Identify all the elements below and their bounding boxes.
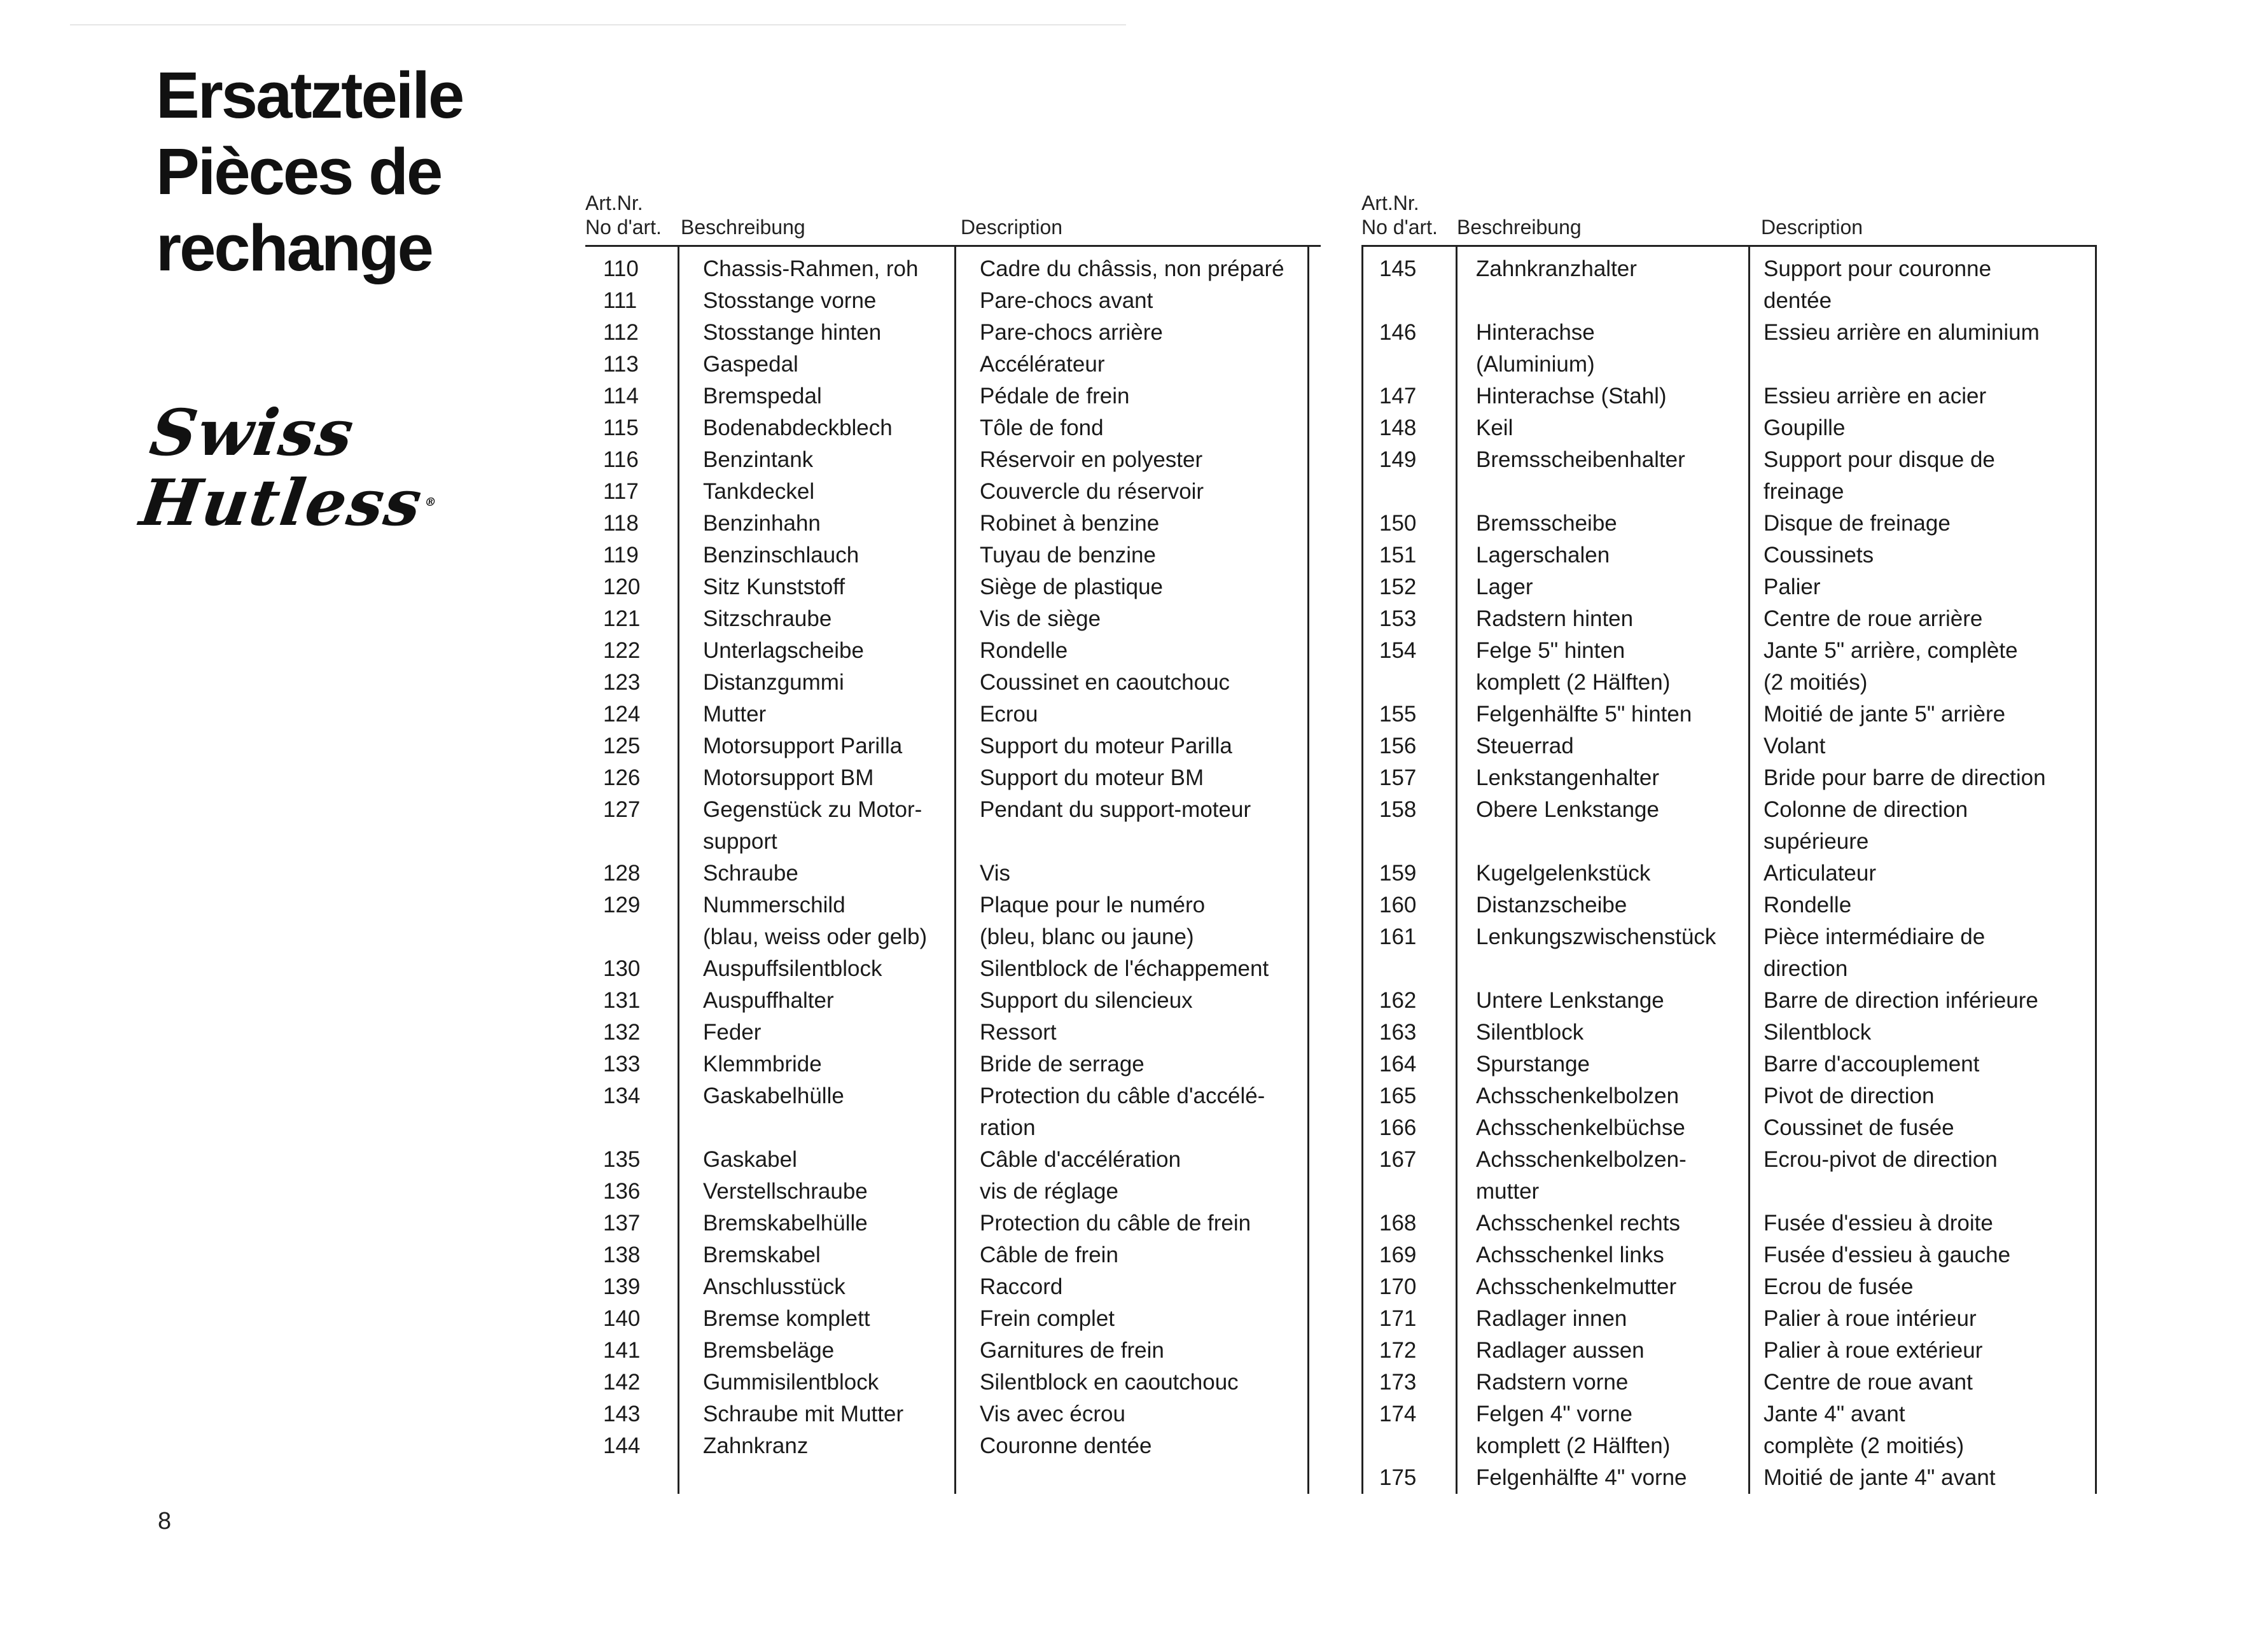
table-row <box>585 603 1321 635</box>
description-fr: Jante 4" avant complète (2 moitiés) <box>1764 1402 1965 1458</box>
description-fr: Pièce intermédiaire de direction <box>1764 924 1986 981</box>
description-fr: Robinet à benzine <box>980 511 1160 536</box>
table-row <box>585 1367 1321 1398</box>
table-row <box>1361 1144 2097 1208</box>
table-row <box>585 253 1321 285</box>
table-row <box>1361 1048 2097 1080</box>
part-number: 123 <box>603 670 641 695</box>
description-de: Verstellschraube <box>703 1179 868 1204</box>
description-fr: Moitié de jante 4" avant <box>1764 1465 1996 1490</box>
description-de: Motorsupport BM <box>703 765 874 790</box>
part-number: 140 <box>603 1306 641 1331</box>
part-number: 122 <box>603 638 641 663</box>
table-row <box>585 412 1321 444</box>
description-fr: Palier à roue intérieur <box>1764 1306 1977 1331</box>
table-row <box>1361 794 2097 858</box>
description-de: Schraube mit Mutter <box>703 1402 904 1426</box>
table-row <box>585 285 1321 317</box>
part-number: 118 <box>603 511 639 536</box>
table-row <box>1361 1208 2097 1239</box>
table-row <box>1361 1080 2097 1112</box>
title-line-3: rechange <box>156 211 432 284</box>
part-number: 173 <box>1379 1370 1417 1395</box>
table-row <box>1361 1303 2097 1335</box>
table-row <box>1361 889 2097 921</box>
description-de: Bremsbeläge <box>703 1338 835 1363</box>
description-fr: Protection du câble d'accélé- ration <box>980 1083 1265 1140</box>
description-de: Distanzgummi <box>703 670 844 695</box>
header-num <box>585 191 662 239</box>
part-number: 171 <box>1379 1306 1417 1331</box>
part-number: 162 <box>1379 988 1417 1013</box>
part-number: 145 <box>1379 256 1417 281</box>
table-body-left <box>585 245 1321 1494</box>
table-row <box>585 1239 1321 1271</box>
table-row <box>1361 508 2097 540</box>
description-de: Gegenstück zu Motor- support <box>703 797 922 854</box>
description-fr: Bride de serrage <box>980 1052 1144 1076</box>
table-row <box>585 1303 1321 1335</box>
table-row <box>1361 1239 2097 1271</box>
description-fr: Ecrou <box>980 702 1038 727</box>
table-row <box>585 1208 1321 1239</box>
table-row <box>1361 1271 2097 1303</box>
description-de: Silentblock <box>1476 1020 1584 1045</box>
part-number: 127 <box>603 797 641 822</box>
description-de: Anschlusstück <box>703 1274 845 1299</box>
logo-line-2 <box>136 465 442 540</box>
description-fr: Ecrou-pivot de direction <box>1764 1147 1998 1172</box>
part-number: 150 <box>1379 511 1417 536</box>
description-fr: Volant <box>1764 734 1826 758</box>
part-number: 166 <box>1379 1115 1417 1140</box>
description-fr: Support du silencieux <box>980 988 1193 1013</box>
table-row <box>585 889 1321 953</box>
description-de: Gaskabel <box>703 1147 797 1172</box>
part-number: 156 <box>1379 734 1417 758</box>
table-row <box>1361 985 2097 1017</box>
description-de: Hinterachse (Stahl) <box>1476 384 1667 408</box>
part-number: 160 <box>1379 893 1417 917</box>
rows-left <box>585 247 1321 1462</box>
description-fr: Coussinet en caoutchouc <box>980 670 1230 695</box>
part-number: 175 <box>1379 1465 1417 1490</box>
table-row <box>585 1430 1321 1462</box>
part-number: 137 <box>603 1211 641 1236</box>
description-de: Kugelgelenkstück <box>1476 861 1651 886</box>
description-de: Untere Lenkstange <box>1476 988 1664 1013</box>
description-fr: Pédale de frein <box>980 384 1130 408</box>
description-de: Achsschenkelbolzen <box>1476 1083 1680 1108</box>
part-number: 141 <box>603 1338 641 1363</box>
table-row <box>1361 858 2097 889</box>
description-de: Stosstange hinten <box>703 320 882 345</box>
part-number: 149 <box>1379 447 1417 472</box>
description-de: Sitzschraube <box>703 606 832 631</box>
part-number: 144 <box>603 1433 641 1458</box>
description-de: Gaspedal <box>703 352 798 377</box>
description-de: Obere Lenkstange <box>1476 797 1659 822</box>
table-row <box>585 1048 1321 1080</box>
part-number: 119 <box>603 543 639 568</box>
description-fr: Support du moteur BM <box>980 765 1204 790</box>
table-row <box>585 1176 1321 1208</box>
description-fr: Goupille <box>1764 415 1846 440</box>
table-row <box>585 571 1321 603</box>
description-de: Felge 5" hinten komplett (2 Hälften) <box>1476 638 1671 695</box>
table-row <box>585 858 1321 889</box>
part-number: 153 <box>1379 606 1417 631</box>
header-de: Beschreibung <box>1457 216 1582 239</box>
part-number: 157 <box>1379 765 1417 790</box>
part-number: 112 <box>603 320 639 345</box>
part-number: 155 <box>1379 702 1417 727</box>
description-fr: Pendant du support-moteur <box>980 797 1251 822</box>
table-row <box>585 476 1321 508</box>
part-number: 110 <box>603 256 639 281</box>
description-de: Benzinschlauch <box>703 543 859 568</box>
description-fr: Ressort <box>980 1020 1057 1045</box>
part-number: 159 <box>1379 861 1417 886</box>
description-de: Zahnkranzhalter <box>1476 256 1637 281</box>
description-de: Unterlagscheibe <box>703 638 864 663</box>
description-fr: Palier à roue extérieur <box>1764 1338 1983 1363</box>
description-de: Radlager innen <box>1476 1306 1627 1331</box>
table-row <box>585 1271 1321 1303</box>
part-number: 139 <box>603 1274 641 1299</box>
part-number: 136 <box>603 1179 641 1204</box>
description-de: Spurstange <box>1476 1052 1590 1076</box>
description-de: Auspuffsilentblock <box>703 956 882 981</box>
description-de: Auspuffhalter <box>703 988 834 1013</box>
description-de: Achsschenkelbüchse <box>1476 1115 1685 1140</box>
table-row <box>585 1335 1321 1367</box>
table-row <box>1361 1017 2097 1048</box>
table-row <box>1361 762 2097 794</box>
part-number: 113 <box>603 352 639 377</box>
part-number: 126 <box>603 765 641 790</box>
page-title <box>156 57 463 286</box>
table-row <box>1361 444 2097 508</box>
description-de: Lager <box>1476 575 1533 599</box>
part-number: 111 <box>603 288 637 313</box>
table-row <box>585 1080 1321 1144</box>
description-fr: Rondelle <box>980 638 1068 663</box>
description-de: Lenkungszwischenstück <box>1476 924 1716 949</box>
top-rule <box>70 24 1126 25</box>
description-fr: Essieu arrière en aluminium <box>1764 320 2040 345</box>
part-number: 120 <box>603 575 641 599</box>
table-row <box>1361 1462 2097 1494</box>
part-number: 147 <box>1379 384 1417 408</box>
description-de: Lagerschalen <box>1476 543 1610 568</box>
description-fr: Vis de siège <box>980 606 1101 631</box>
table-row <box>1361 730 2097 762</box>
title-line-2: Pièces de <box>156 135 442 208</box>
part-number: 170 <box>1379 1274 1417 1299</box>
part-number: 116 <box>603 447 639 472</box>
description-de: Bremsscheibe <box>1476 511 1617 536</box>
part-number: 132 <box>603 1020 641 1045</box>
table-row <box>585 508 1321 540</box>
description-fr: Silentblock <box>1764 1020 1872 1045</box>
description-fr: Vis <box>980 861 1010 886</box>
table-row <box>1361 1335 2097 1367</box>
description-de: Mutter <box>703 702 767 727</box>
header-num <box>1361 191 1438 239</box>
description-de: Steuerrad <box>1476 734 1574 758</box>
table-row <box>1361 603 2097 635</box>
part-number: 133 <box>603 1052 641 1076</box>
header-num-line-1: Art.Nr. <box>1361 192 1419 214</box>
description-fr: Barre d'accouplement <box>1764 1052 1980 1076</box>
table-row <box>1361 1398 2097 1462</box>
description-fr: Couronne dentée <box>980 1433 1152 1458</box>
description-de: Feder <box>703 1020 762 1045</box>
part-number: 152 <box>1379 575 1417 599</box>
description-fr: Cadre du châssis, non préparé <box>980 256 1284 281</box>
description-fr: Centre de roue avant <box>1764 1370 1973 1395</box>
part-number: 151 <box>1379 543 1417 568</box>
description-de: Sitz Kunststoff <box>703 575 845 599</box>
part-number: 154 <box>1379 638 1417 663</box>
table-body-right <box>1361 245 2097 1494</box>
description-de: Felgen 4" vorne komplett (2 Hälften) <box>1476 1402 1671 1458</box>
description-de: Gaskabelhülle <box>703 1083 844 1108</box>
part-number: 138 <box>603 1243 641 1267</box>
description-fr: Pare-chocs avant <box>980 288 1153 313</box>
description-de: Tankdeckel <box>703 479 815 504</box>
description-de: Gummisilentblock <box>703 1370 879 1395</box>
description-de: Achsschenkel links <box>1476 1243 1664 1267</box>
part-number: 130 <box>603 956 641 981</box>
description-de: Benzintank <box>703 447 814 472</box>
table-row <box>1361 253 2097 317</box>
table-row <box>585 380 1321 412</box>
table-row <box>1361 540 2097 571</box>
part-number: 158 <box>1379 797 1417 822</box>
description-fr: Câble d'accélération <box>980 1147 1181 1172</box>
description-de: Motorsupport Parilla <box>703 734 903 758</box>
description-de: Keil <box>1476 415 1513 440</box>
description-fr: Plaque pour le numéro (bleu, blanc ou jaune) <box>980 893 1206 949</box>
header-num-line-1: Art.Nr. <box>585 192 643 214</box>
header-de: Beschreibung <box>681 216 805 239</box>
part-number: 163 <box>1379 1020 1417 1045</box>
table-row <box>585 1017 1321 1048</box>
logo-line-1: Swiss <box>145 395 359 470</box>
description-de: Achsschenkelmutter <box>1476 1274 1677 1299</box>
description-de: Bodenabdeckblech <box>703 415 893 440</box>
description-de: Felgenhälfte 4" vorne <box>1476 1465 1687 1490</box>
part-number: 129 <box>603 893 641 917</box>
part-number: 164 <box>1379 1052 1417 1076</box>
description-fr: Accélérateur <box>980 352 1105 377</box>
description-fr: Frein complet <box>980 1306 1115 1331</box>
description-de: Chassis-Rahmen, roh <box>703 256 919 281</box>
part-number: 131 <box>603 988 641 1013</box>
part-number: 161 <box>1379 924 1417 949</box>
table-row <box>1361 380 2097 412</box>
description-fr: Réservoir en polyester <box>980 447 1203 472</box>
header-num-line-2: No d'art. <box>1361 216 1438 239</box>
part-number: 143 <box>603 1402 641 1426</box>
table-row <box>585 635 1321 667</box>
description-fr: Articulateur <box>1764 861 1877 886</box>
description-de: Achsschenkel rechts <box>1476 1211 1680 1236</box>
description-fr: Raccord <box>980 1274 1063 1299</box>
part-number: 146 <box>1379 320 1417 345</box>
description-fr: Coussinets <box>1764 543 1874 568</box>
description-fr: Rondelle <box>1764 893 1852 917</box>
part-number: 165 <box>1379 1083 1417 1108</box>
table-row <box>1361 317 2097 380</box>
description-de: Benzinhahn <box>703 511 821 536</box>
description-de: Bremsscheibenhalter <box>1476 447 1685 472</box>
description-fr: Jante 5" arrière, complète (2 moitiés) <box>1764 638 2018 695</box>
table-row <box>585 349 1321 380</box>
description-fr: Moitié de jante 5" arrière <box>1764 702 2006 727</box>
table-row <box>585 317 1321 349</box>
description-de: Stosstange vorne <box>703 288 877 313</box>
part-number: 117 <box>603 479 639 504</box>
table-top-padding <box>585 247 1321 253</box>
description-fr: Centre de roue arrière <box>1764 606 1983 631</box>
description-fr: Support pour couronne dentée <box>1764 256 1992 313</box>
table-row <box>585 985 1321 1017</box>
description-fr: Couvercle du réservoir <box>980 479 1204 504</box>
table-row <box>1361 412 2097 444</box>
registered-mark: ® <box>423 496 438 509</box>
description-de: Nummerschild (blau, weiss oder gelb) <box>703 893 928 949</box>
description-fr: Support pour disque de freinage <box>1764 447 1995 504</box>
header-num-line-2: No d'art. <box>585 216 662 239</box>
table-row <box>585 953 1321 985</box>
description-de: Bremspedal <box>703 384 822 408</box>
description-de: Lenkstangenhalter <box>1476 765 1659 790</box>
description-de: Distanzscheibe <box>1476 893 1627 917</box>
description-fr: Tôle de fond <box>980 415 1104 440</box>
swiss-hutless-logo <box>136 395 452 540</box>
description-de: Hinterachse (Aluminium) <box>1476 320 1595 377</box>
description-fr: Pare-chocs arrière <box>980 320 1163 345</box>
description-fr: Palier <box>1764 575 1821 599</box>
part-number: 148 <box>1379 415 1417 440</box>
part-number: 169 <box>1379 1243 1417 1267</box>
description-fr: Barre de direction inférieure <box>1764 988 2038 1013</box>
table-row <box>585 794 1321 858</box>
description-fr: Disque de freinage <box>1764 511 1951 536</box>
table-row <box>1361 571 2097 603</box>
part-number: 124 <box>603 702 641 727</box>
description-de: Felgenhälfte 5" hinten <box>1476 702 1692 727</box>
part-number: 167 <box>1379 1147 1417 1172</box>
table-row <box>1361 699 2097 730</box>
description-fr: Pivot de direction <box>1764 1083 1935 1108</box>
description-fr: Silentblock en caoutchouc <box>980 1370 1239 1395</box>
description-de: Bremskabelhülle <box>703 1211 868 1236</box>
description-fr: Colonne de direction supérieure <box>1764 797 1968 854</box>
description-fr: Tuyau de benzine <box>980 543 1156 568</box>
description-de: Radlager aussen <box>1476 1338 1645 1363</box>
description-fr: Garnitures de frein <box>980 1338 1164 1363</box>
table-row <box>585 1144 1321 1176</box>
description-fr: Vis avec écrou <box>980 1402 1125 1426</box>
part-number: 172 <box>1379 1338 1417 1363</box>
description-de: Schraube <box>703 861 798 886</box>
title-line-1: Ersatzteile <box>156 59 463 132</box>
rows-right <box>1361 247 2097 1494</box>
description-fr: Fusée d'essieu à droite <box>1764 1211 1993 1236</box>
table-row <box>585 762 1321 794</box>
part-number: 125 <box>603 734 641 758</box>
table-row <box>585 444 1321 476</box>
description-de: Radstern hinten <box>1476 606 1634 631</box>
description-fr: Coussinet de fusée <box>1764 1115 1954 1140</box>
table-row <box>585 1398 1321 1430</box>
description-de: Radstern vorne <box>1476 1370 1629 1395</box>
table-row <box>585 540 1321 571</box>
table-row <box>585 730 1321 762</box>
description-fr: Câble de frein <box>980 1243 1118 1267</box>
part-number: 168 <box>1379 1211 1417 1236</box>
table-row <box>1361 1112 2097 1144</box>
description-fr: Bride pour barre de direction <box>1764 765 2046 790</box>
description-de: Bremskabel <box>703 1243 821 1267</box>
description-fr: Ecrou de fusée <box>1764 1274 1914 1299</box>
description-fr: Siège de plastique <box>980 575 1163 599</box>
part-number: 114 <box>603 384 639 408</box>
part-number: 115 <box>603 415 639 440</box>
part-number: 128 <box>603 861 641 886</box>
part-number: 121 <box>603 606 641 631</box>
description-fr: Essieu arrière en acier <box>1764 384 1987 408</box>
part-number: 174 <box>1379 1402 1417 1426</box>
part-number: 134 <box>603 1083 641 1108</box>
logo-line-2-text: Hutless <box>136 465 428 540</box>
table-row <box>1361 635 2097 699</box>
table-row <box>585 667 1321 699</box>
header-fr: Description <box>1761 216 1863 239</box>
table-top-padding <box>1361 247 2097 253</box>
description-fr: Protection du câble de frein <box>980 1211 1251 1236</box>
description-de: Bremse komplett <box>703 1306 870 1331</box>
description-de: Zahnkranz <box>703 1433 809 1458</box>
table-row <box>1361 921 2097 985</box>
page-number: 8 <box>158 1508 172 1535</box>
part-number: 142 <box>603 1370 641 1395</box>
part-number: 135 <box>603 1147 641 1172</box>
description-de: Klemmbride <box>703 1052 822 1076</box>
description-fr: Support du moteur Parilla <box>980 734 1232 758</box>
description-de: Achsschenkelbolzen- mutter <box>1476 1147 1687 1204</box>
table-row <box>1361 1367 2097 1398</box>
header-fr: Description <box>961 216 1063 239</box>
table-row <box>585 699 1321 730</box>
description-fr: vis de réglage <box>980 1179 1118 1204</box>
description-fr: Silentblock de l'échappement <box>980 956 1269 981</box>
description-fr: Fusée d'essieu à gauche <box>1764 1243 2011 1267</box>
